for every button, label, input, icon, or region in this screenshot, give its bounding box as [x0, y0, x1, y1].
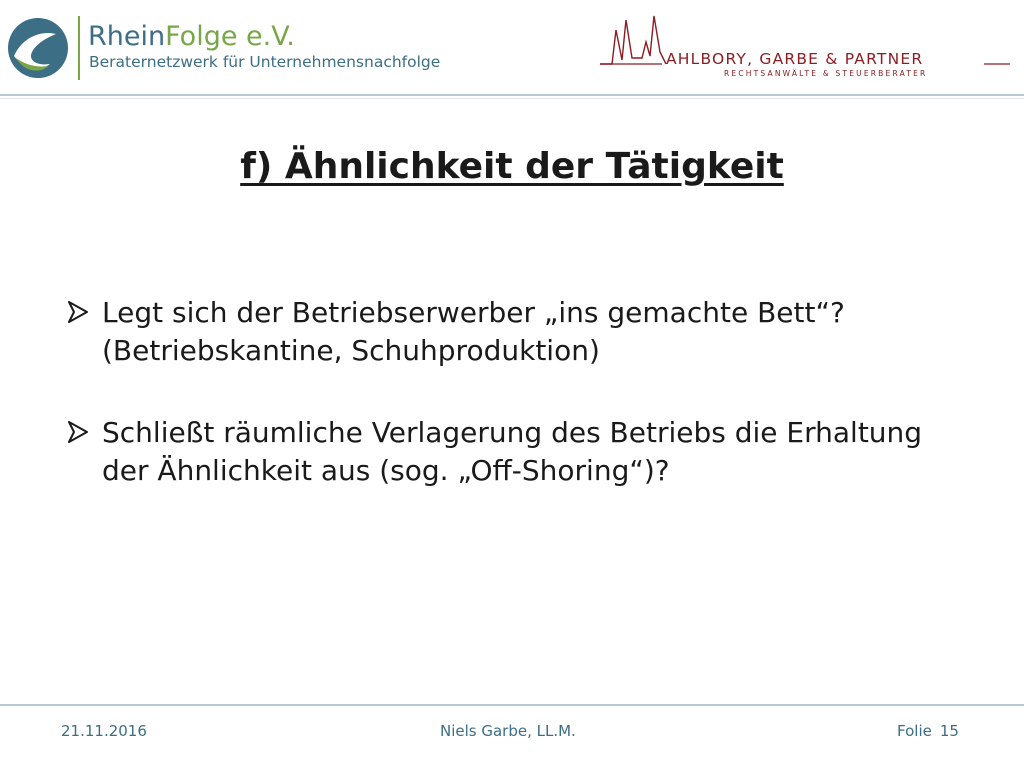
footer-author: Niels Garbe, LL.M.: [440, 722, 576, 740]
bullet-item: [66, 414, 966, 490]
logo-divider: [78, 16, 80, 80]
footer-slide-label: Folie: [897, 722, 932, 740]
rheinfolge-tagline: Beraternetzwerk für Unternehmensnachfolge: [89, 53, 441, 71]
ahlbory-garbe-partner-name: AHLBORY, GARBE & PARTNER: [666, 50, 924, 68]
rheinfolge-logo-icon: [6, 16, 70, 80]
arrowhead-bullet-icon: [66, 420, 90, 444]
ahlbory-garbe-partner-subtitle: RECHTSANWÄLTE & STEUERBERATER: [724, 69, 928, 78]
rheinfolge-name-part2: Folge e.V.: [165, 21, 295, 52]
slide-header: [0, 0, 1024, 96]
rheinfolge-name-part1: Rhein: [88, 21, 166, 52]
slide-footer: [0, 722, 1024, 746]
header-divider-secondary: [0, 98, 1024, 99]
footer-slide-num: 15: [939, 722, 959, 740]
footer-slide-number: [897, 722, 959, 740]
arrowhead-bullet-icon: [66, 300, 90, 324]
bullet-list: [66, 294, 966, 534]
slide-title: f) Ähnlichkeit der Tätigkeit: [240, 146, 784, 187]
bullet-item: [66, 294, 966, 370]
bullet-text: Schließt räumliche Verlagerung des Betriebs die Erhaltung der Ähnlichkeit aus (sog. „Off-Shoring“)?: [102, 416, 923, 487]
bullet-text: Legt sich der Betriebserwerber „ins gemachte Bett“? (Betriebskantine, Schuhproduktion): [102, 296, 845, 367]
footer-date: 21.11.2016: [61, 722, 147, 740]
rheinfolge-name: [88, 22, 295, 52]
footer-divider: [0, 704, 1024, 706]
header-divider: [0, 94, 1024, 96]
